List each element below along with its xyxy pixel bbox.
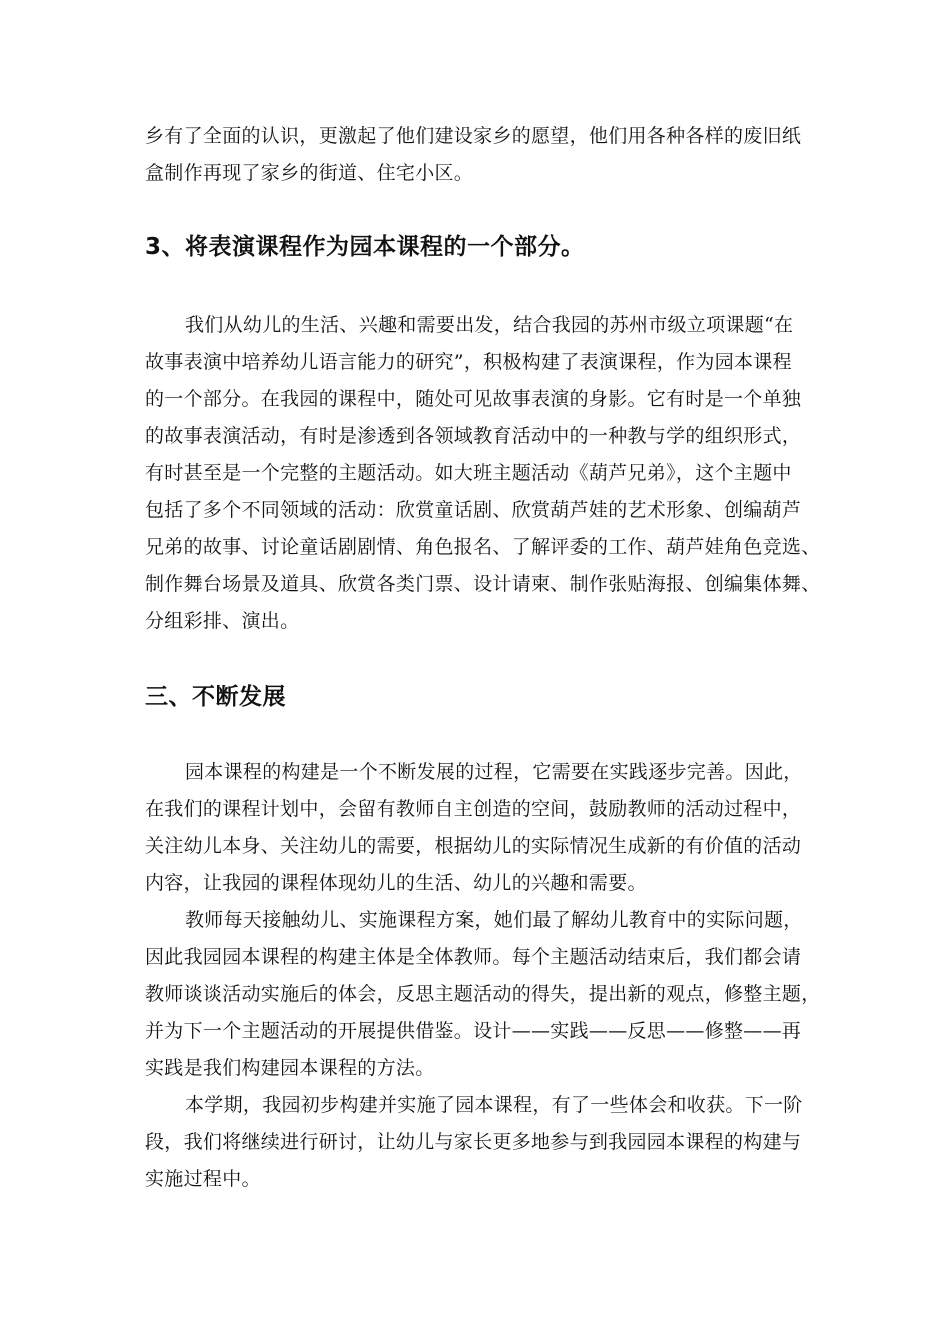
paragraph-line: 兄弟的故事、讨论童话剧剧情、角色报名、了解评委的工作、葫芦娃角色竞选、 [145, 536, 821, 558]
paragraph-line: 包括了多个不同领域的活动：欣赏童话剧、欣赏葫芦娃的艺术形象、创编葫芦 [145, 499, 802, 521]
paragraph-line: 分组彩排、演出。 [145, 610, 300, 632]
paragraph-line: 园本课程的构建是一个不断发展的过程，它需要在实践逐步完善。因此， [185, 761, 803, 783]
paragraph-line: 并为下一个主题活动的开展提供借鉴。设计——实践——反思——修整——再 [145, 1020, 802, 1042]
section-3-heading: 3、将表演课程作为园本课程的一个部分。 [145, 234, 585, 260]
paragraph-line: 内容，让我园的课程体现幼儿的生活、幼儿的兴趣和需要。 [145, 872, 647, 894]
paragraph-line: 的故事表演活动，有时是渗透到各领域教育活动中的一种教与学的组织形式， [145, 425, 802, 447]
paragraph-line: 关注幼儿本身、关注幼儿的需要，根据幼儿的实际情况生成新的有价值的活动 [145, 835, 802, 857]
paragraph-line: 教师每天接触幼儿、实施课程方案，她们最了解幼儿教育中的实际问题， [185, 909, 803, 931]
paragraph-line: 有时甚至是一个完整的主题活动。如大班主题活动《葫芦兄弟》，这个主题中 [145, 462, 792, 484]
paragraph-line: 制作舞台场景及道具、欣赏各类门票、设计请柬、制作张贴海报、创编集体舞、 [145, 573, 821, 595]
intro-paragraph [145, 118, 830, 192]
paragraph-line: 实施过程中。 [145, 1168, 261, 1190]
paragraph-line: 乡有了全面的认识，更激起了他们建设家乡的愿望，他们用各种各样的废旧纸 [145, 125, 802, 147]
paragraph-line: 段，我们将继续进行研讨，让幼儿与家长更多地参与到我园园本课程的构建与 [145, 1131, 802, 1153]
paragraph-line: 故事表演中培养幼儿语言能力的研究”，积极构建了表演课程，作为园本课程 [145, 351, 792, 373]
section-three-body [145, 754, 830, 1198]
paragraph-line: 在我们的课程计划中，会留有教师自主创造的空间，鼓励教师的活动过程中， [145, 798, 802, 820]
paragraph-line: 实践是我们构建园本课程的方法。 [145, 1057, 435, 1079]
paragraph-line: 因此我园园本课程的构建主体是全体教师。每个主题活动结束后，我们都会请 [145, 946, 802, 968]
paragraph-line: 本学期，我园初步构建并实施了园本课程，有了一些体会和收获。下一阶 [185, 1094, 803, 1116]
section-three-heading: 三、不断发展 [145, 684, 286, 710]
paragraph-line: 教师谈谈活动实施后的体会，反思主题活动的得失，提出新的观点，修整主题， [145, 983, 821, 1005]
section-3-paragraph [145, 307, 830, 640]
paragraph-line: 我们从幼儿的生活、兴趣和需要出发，结合我园的苏州市级立项课题“在 [185, 314, 794, 336]
paragraph-line: 的一个部分。在我园的课程中，随处可见故事表演的身影。它有时是一个单独 [145, 388, 802, 410]
paragraph-line: 盒制作再现了家乡的街道、住宅小区。 [145, 162, 474, 184]
